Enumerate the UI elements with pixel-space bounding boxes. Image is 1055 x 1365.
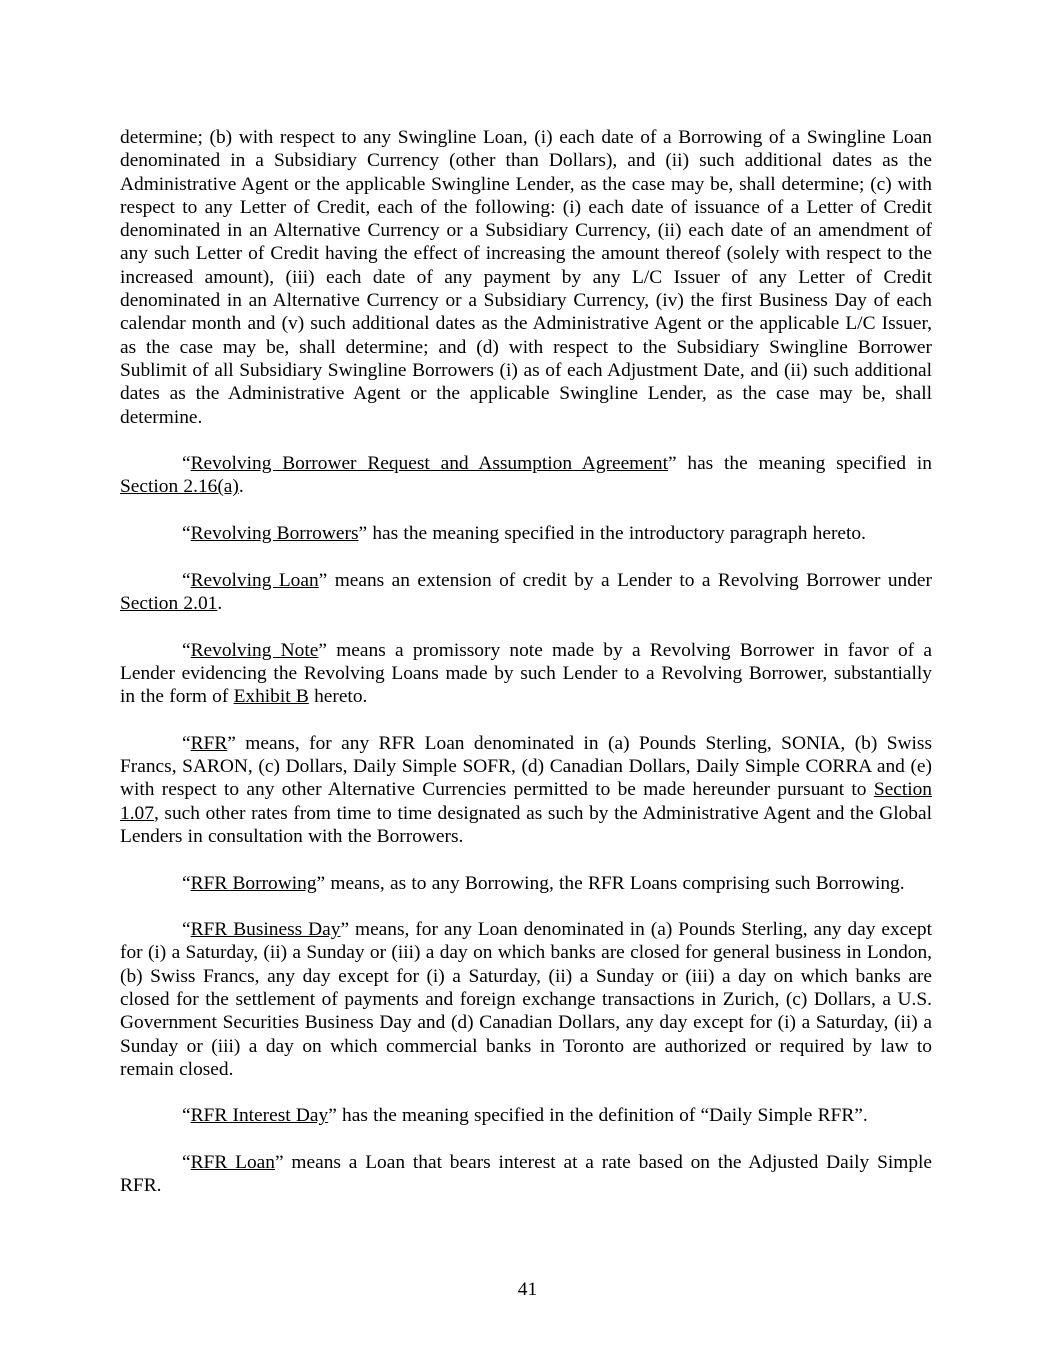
text-run: “ (182, 1105, 191, 1127)
defined-term: RFR Business Day (190, 919, 341, 941)
defined-term: Section 2.01 (120, 592, 218, 614)
text-run: hereto. (308, 686, 368, 708)
paragraph (120, 872, 932, 895)
text-run: determine; (b) with respect to any Swingline Loan, (i) each date of a Borrowing of a Swingline Loan denominated in a Subsidiary Currency (other than Dollars), and (ii) such additional dates as the Administrative Agent or the applicable Swingline Lender, as the case may be, shall determine; (c) with respect to any Letter of Credit, each of the following: (i) each date of issuance of a Letter of Credit denominated in an Alternative Currency or a Subsidiary Currency, (ii) each date of an amendment of any such Letter of Credit having the effect of increasing the amount thereof (solely with respect to the increased amount), (iii) each date of any payment by any L/C Issuer of any Letter of Credit denominated in an Alternative Currency or a Subsidiary Currency, (iv) the first Business Day of each calendar month and (v) such additional dates as the Administrative Agent or the applicable L/C Issuer, as the case may be, shall determine; and (d) with respect to the Subsidiary Swingline Borrower Sublimit of all Subsidiary Swingline Borrowers (i) as of each Adjustment Date, and (ii) such additional dates as the Administrative Agent or the applicable Swingline Lender, as the case may be, shall determine. (120, 127, 932, 428)
defined-term: Revolving Loan (190, 569, 319, 591)
paragraph (120, 732, 932, 848)
paragraph (120, 126, 932, 429)
paragraph (120, 522, 932, 545)
text-run: “ (182, 919, 191, 941)
defined-term: Revolving Note (190, 639, 319, 661)
paragraph (120, 639, 932, 709)
defined-term: RFR Borrowing (190, 872, 317, 894)
text-run: “ (182, 1152, 191, 1174)
text-run: ” means, as to any Borrowing, the RFR Loans comprising such Borrowing. (316, 872, 905, 894)
text-run: ” has the meaning specified in the introductory paragraph hereto. (358, 523, 866, 545)
defined-term: RFR (190, 732, 228, 754)
defined-term: Revolving Borrower Request and Assumption Agreement (190, 453, 668, 475)
text-run: ” means, for any Loan denominated in (a) Pounds Sterling, any day except for (i) a Saturday, (ii) a Sunday or (iii) a day on which banks are closed for general business in London, (b) Swiss Francs, any day except for (i) a Saturday, (ii) a Sunday or (iii) a day on which banks are closed for the settlement of payments and foreign exchange transactions in Zurich, (c) Dollars, a U.S. Government Securities Business Day and (d) Canadian Dollars, any day except for (i) a Saturday, (ii) a Sunday or (iii) a day on which commercial banks in Toronto are authorized or required by law to remain closed. (120, 919, 932, 1080)
paragraph (120, 1151, 932, 1198)
paragraph (120, 452, 932, 499)
defined-term: Section 1.07 (120, 779, 932, 824)
text-run: “ (182, 639, 191, 661)
text-run: . (217, 592, 223, 614)
text-run: “ (182, 569, 191, 591)
defined-term: RFR Interest Day (190, 1105, 329, 1127)
text-run: , such other rates from time to time designated as such by the Administrative Agent and the Global Lenders in consultation with the Borrowers. (120, 802, 932, 847)
text-run: “ (182, 872, 191, 894)
paragraph (120, 1104, 932, 1127)
defined-term: RFR Loan (190, 1152, 275, 1174)
defined-term: Exhibit B (233, 686, 309, 708)
paragraph (120, 569, 932, 616)
text-run: “ (182, 732, 191, 754)
text-run: “ (182, 523, 191, 545)
paragraph (120, 918, 932, 1081)
text-run: . (238, 476, 244, 498)
defined-term: Revolving Borrowers (190, 523, 359, 545)
text-run: ” means a Loan that bears interest at a rate based on the Adjusted Daily Simple RFR. (120, 1152, 933, 1197)
defined-term: Section 2.16(a) (120, 476, 239, 498)
text-run: ” means an extension of credit by a Lender to a Revolving Borrower under (318, 569, 932, 591)
text-run: ” means, for any RFR Loan denominated in (a) Pounds Sterling, SONIA, (b) Swiss Francs, SARON, (c) Dollars, Daily Simple SOFR, (d) Canadian Dollars, Daily Simple CORRA and (e) with respect to any other Alternative Currencies permitted to be made hereunder pursuant to (120, 732, 932, 801)
text-run: ” has the meaning specified in the definition of “Daily Simple RFR”. (328, 1105, 868, 1127)
text-run: ” has the meaning specified in (667, 453, 932, 475)
page-number: 41 (517, 1279, 538, 1300)
text-run: ” means a promissory note made by a Revolving Borrower in favor of a Lender evidencing the Revolving Loans made by such Lender to a Revolving Borrower, substantially in the form of (120, 639, 932, 708)
document-body (120, 126, 932, 1221)
text-run: “ (182, 453, 191, 475)
